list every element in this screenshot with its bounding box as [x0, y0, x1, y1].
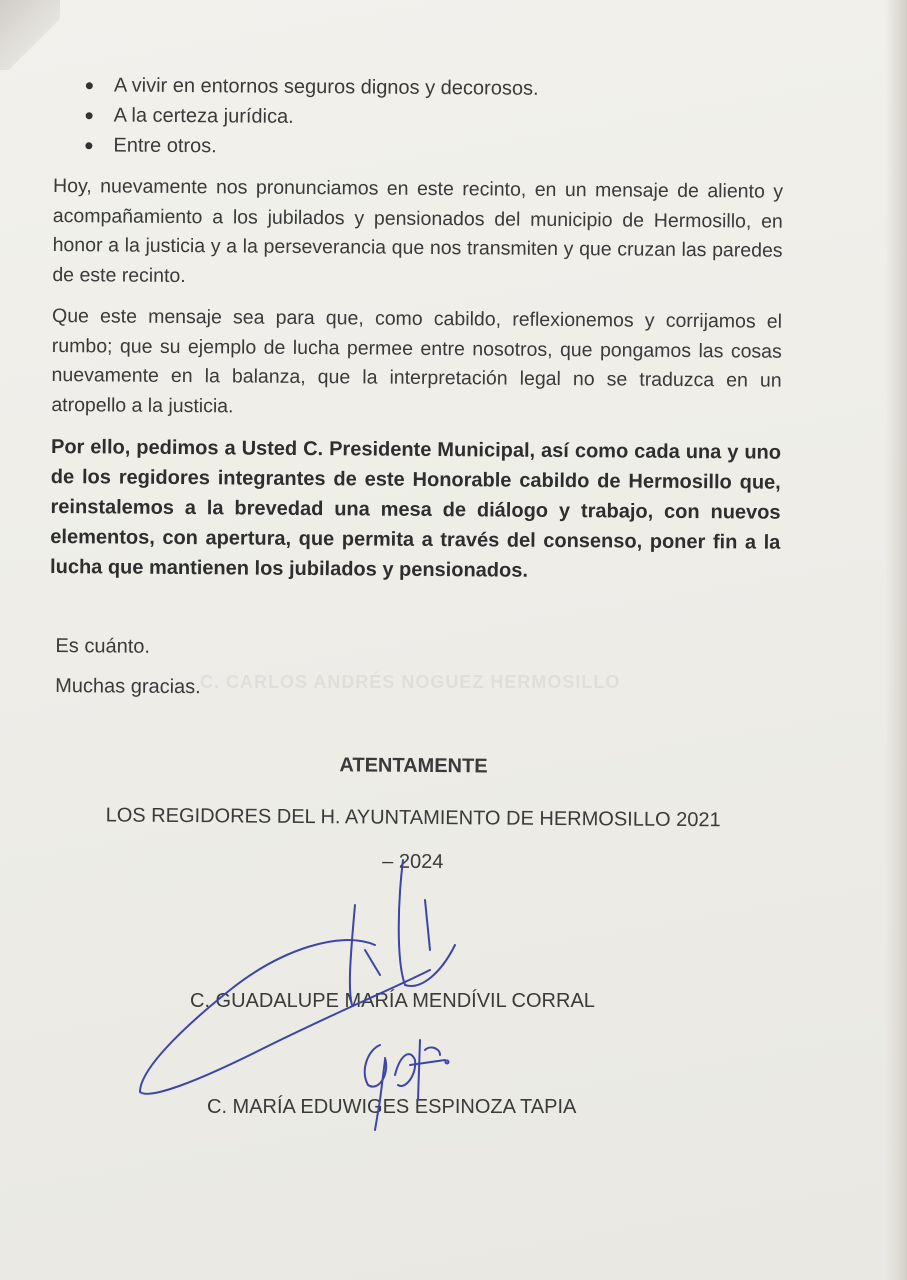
- closing-es-cuanto: Es cuánto.: [55, 635, 151, 658]
- signer-name-2: C. MARÍA EDUWIGES ESPINOZA TAPIA: [207, 1096, 577, 1118]
- paragraph-peticion: Por ello, pedimos a Usted C. Presidente Municipal, así como cada una y uno de los regidores integrantes de este Honorable cabildo de Hermosillo que, reinstalemos a la brevedad una mesa de diálogo y trabajo, con nuevos elementos, con apertura, que permita a través del consenso, poner fin a la lucha que mantienen los jubilados y pensionados.: [50, 435, 782, 582]
- atentamente-heading: ATENTAMENTE: [339, 754, 488, 778]
- list-item: A vivir en entornos seguros dignos y decorosos.: [54, 70, 784, 106]
- list-item: A la certeza jurídica.: [54, 100, 784, 136]
- page-edge: [885, 0, 907, 1280]
- bullet-icon: [86, 82, 93, 89]
- regidores-line-2: – 2024: [382, 850, 444, 874]
- rights-list: [53, 70, 784, 166]
- document-body: [48, 70, 784, 887]
- bullet-icon: [85, 142, 92, 149]
- bleed-through-text: C. CARLOS ANDRÉS NOGUEZ HERMOSILLO: [200, 672, 621, 692]
- closing-lines: [49, 626, 780, 712]
- paragraph-aliento: Hoy, nuevamente nos pronunciamos en este recinto, en un mensaje de aliento y acompañamiento a los jubilados y pensionados del municipio de Hermosillo, en honor a la justicia y a la perseverancia que nos transmiten y que cruzan las paredes de este recinto.: [52, 174, 784, 287]
- regidores-line-1: LOS REGIDORES DEL H. AYUNTAMIENTO DE HERMOSILLO 2021: [105, 804, 721, 832]
- regidores-line: [48, 793, 779, 887]
- signature-1: [140, 860, 455, 1094]
- list-item: Entre otros.: [53, 130, 783, 166]
- page-fold-corner: [0, 0, 60, 70]
- signer-name-1: C. GUADALUPE MARÍA MENDÍVIL CORRAL: [190, 990, 595, 1012]
- bullet-icon: [86, 112, 93, 119]
- closing-gracias: Muchas gracias.: [55, 675, 201, 699]
- paragraph-reflexion: Que este mensaje sea para que, como cabildo, reflexionemos y corrijamos el rumbo; que su ejemplo de lucha permee entre nosotros, que pongamos las cosas nuevamente en la balanza, que la interpretación legal no se traduzca en un atropello a la justicia.: [51, 304, 783, 417]
